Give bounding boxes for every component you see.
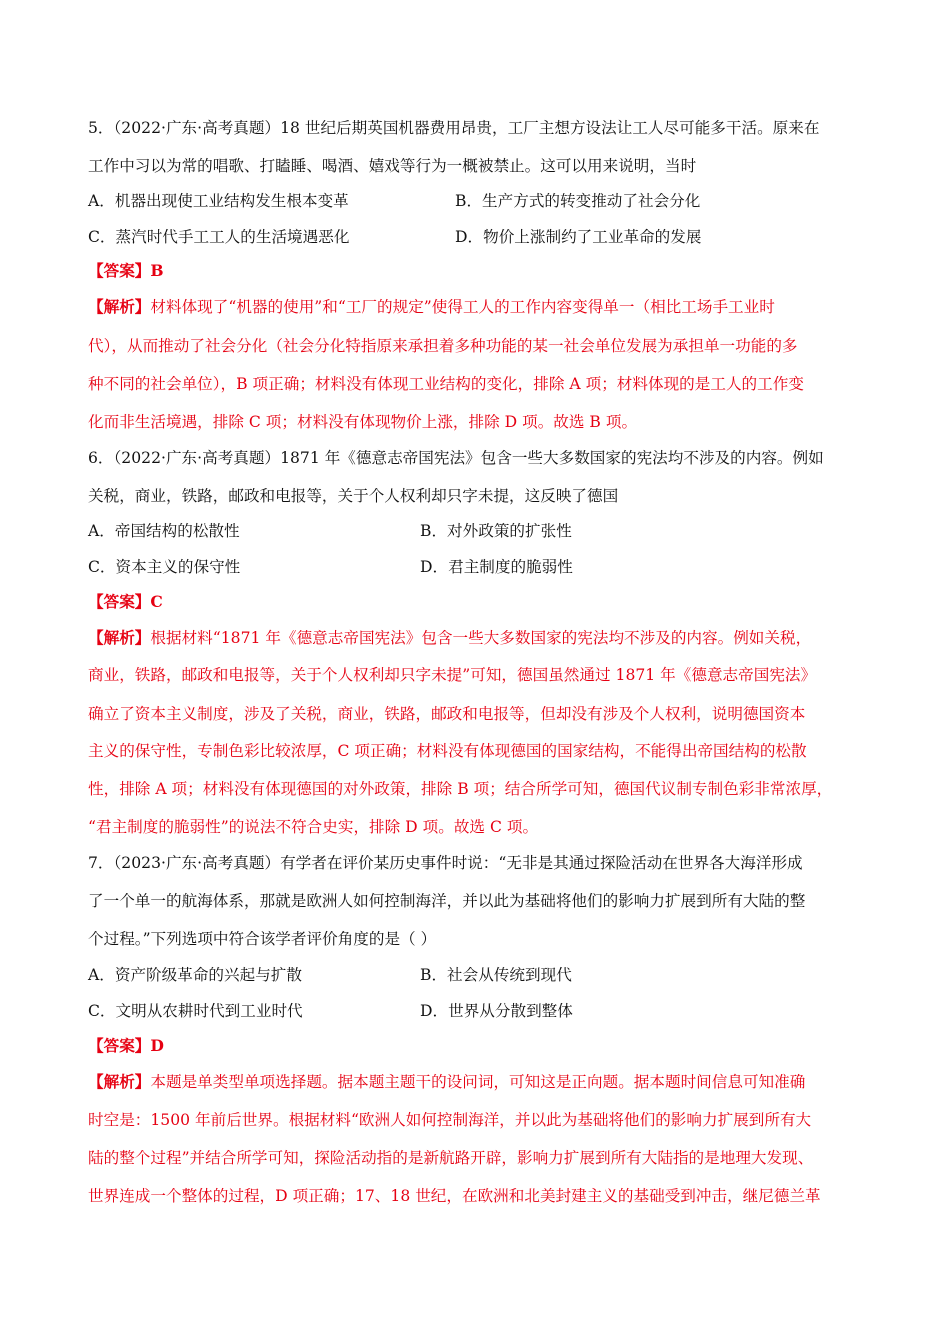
- q7-stem-line-3: 个过程。”下列选项中符合该学者评价角度的是（ ）: [88, 930, 437, 948]
- q5-analysis-line-4: 化而非生活境遇，排除 C 项；材料没有体现物价上涨，排除 D 项。故选 B 项。: [88, 413, 638, 431]
- q5-stem-line-2: 工作中习以为常的唱歌、打瞌睡、喝酒、嬉戏等行为一概被禁止。这可以用来说明，当时: [88, 157, 697, 175]
- q5-analysis-line-2: 代），从而推动了社会分化（社会分化特指原来承担着多种功能的某一社会单位发展为承担单一功能的多: [88, 337, 798, 355]
- q7-stem-line-1: 7．（2023·广东·高考真题）有学者在评价某历史事件时说：“无非是其通过探险活动在世界各大海洋形成: [88, 854, 803, 872]
- q5-option-c: C．蒸汽时代手工工人的生活境遇恶化: [88, 228, 350, 246]
- q7-option-d: D．世界从分散到整体: [420, 1002, 573, 1020]
- q7-analysis-text: 本题是单类型单项选择题。据本题主题干的设问词，可知这是正向题。据本题时间信息可知准确: [150, 1073, 806, 1091]
- q5-analysis-text: 材料体现了“机器的使用”和“工厂的规定”使得工人的工作内容变得单一（相比工场手工业时: [150, 298, 775, 316]
- q6-analysis-line-1: [88, 628, 811, 648]
- q6-option-c: C．资本主义的保守性: [88, 558, 241, 576]
- q7-option-c: C．文明从农耕时代到工业时代: [88, 1002, 303, 1020]
- q7-analysis-line-1: [88, 1072, 805, 1092]
- q7-answer: 【答案】D: [88, 1036, 164, 1055]
- q5-option-a: A．机器出现使工业结构发生根本变革: [88, 192, 349, 210]
- q7-analysis-tag: 【解析】: [88, 1072, 151, 1091]
- q6-analysis-line-4: 主义的保守性，专制色彩比较浓厚，C 项正确；材料没有体现德国的国家结构，不能得出帝国结构的松散: [88, 742, 807, 760]
- q6-option-b: B．对外政策的扩张性: [420, 522, 572, 540]
- q5-option-d: D．物价上涨制约了工业革命的发展: [455, 228, 702, 246]
- q7-option-b: B．社会从传统到现代: [420, 966, 572, 984]
- q5-analysis-line-3: 种不同的社会单位），B 项正确；材料没有体现工业结构的变化，排除 A 项；材料体现的是工人的工作变: [88, 375, 804, 393]
- q5-option-b: B．生产方式的转变推动了社会分化: [455, 192, 701, 210]
- q6-stem-line-1: 6．（2022·广东·高考真题）1871 年《德意志帝国宪法》包含一些大多数国家的宪法均不涉及的内容。例如: [88, 449, 824, 467]
- q6-analysis-line-3: 确立了资本主义制度，涉及了关税，商业，铁路，邮政和电报等，但却没有涉及个人权利，说明德国资本: [88, 705, 806, 723]
- q5-answer: 【答案】B: [88, 261, 164, 280]
- q7-analysis-line-4: 世界连成一个整体的过程，D 项正确；17、18 世纪，在欧洲和北美封建主义的基础受到冲击，继尼德兰革: [88, 1187, 821, 1205]
- q6-option-a: A．帝国结构的松散性: [88, 522, 240, 540]
- q6-option-d: D．君主制度的脆弱性: [420, 558, 573, 576]
- q7-analysis-line-3: 陆的整个过程”并结合所学可知，探险活动指的是新航路开辟，影响力扩展到所有大陆指的是地理大发现、: [88, 1149, 814, 1167]
- q6-answer: 【答案】C: [88, 592, 163, 611]
- q6-analysis-tag: 【解析】: [88, 628, 151, 647]
- q7-option-a: A．资产阶级革命的兴起与扩散: [88, 966, 302, 984]
- q6-analysis-line-2: 商业，铁路，邮政和电报等，关于个人权利却只字未提”可知，德国虽然通过 1871 年《德意志帝国宪法》: [88, 666, 817, 684]
- q5-analysis-line-1: [88, 297, 775, 317]
- q5-stem-line-1: 5．（2022·广东·高考真题）18 世纪后期英国机器费用昂贵，工厂主想方设法让工人尽可能多干活。原来在: [88, 119, 820, 137]
- q6-analysis-line-6: “君主制度的脆弱性”的说法不符合史实，排除 D 项。故选 C 项。: [88, 818, 539, 836]
- q6-stem-line-2: 关税，商业，铁路，邮政和电报等，关于个人权利却只字未提，这反映了德国: [88, 487, 619, 505]
- q6-analysis-text: 根据材料“1871 年《德意志帝国宪法》包含一些大多数国家的宪法均不涉及的内容。例如关税，: [150, 629, 812, 647]
- q7-analysis-line-2: 时空是：1500 年前后世界。根据材料“欧洲人如何控制海洋，并以此为基础将他们的影响力扩展到所有大: [88, 1111, 812, 1129]
- q6-analysis-line-5: 性，排除 A 项；材料没有体现德国的对外政策，排除 B 项；结合所学可知，德国代议制专制色彩非常浓厚，: [88, 780, 833, 798]
- q7-stem-line-2: 了一个单一的航海体系，那就是欧洲人如何控制海洋，并以此为基础将他们的影响力扩展到所有大陆的整: [88, 892, 806, 910]
- q5-analysis-tag: 【解析】: [88, 297, 151, 316]
